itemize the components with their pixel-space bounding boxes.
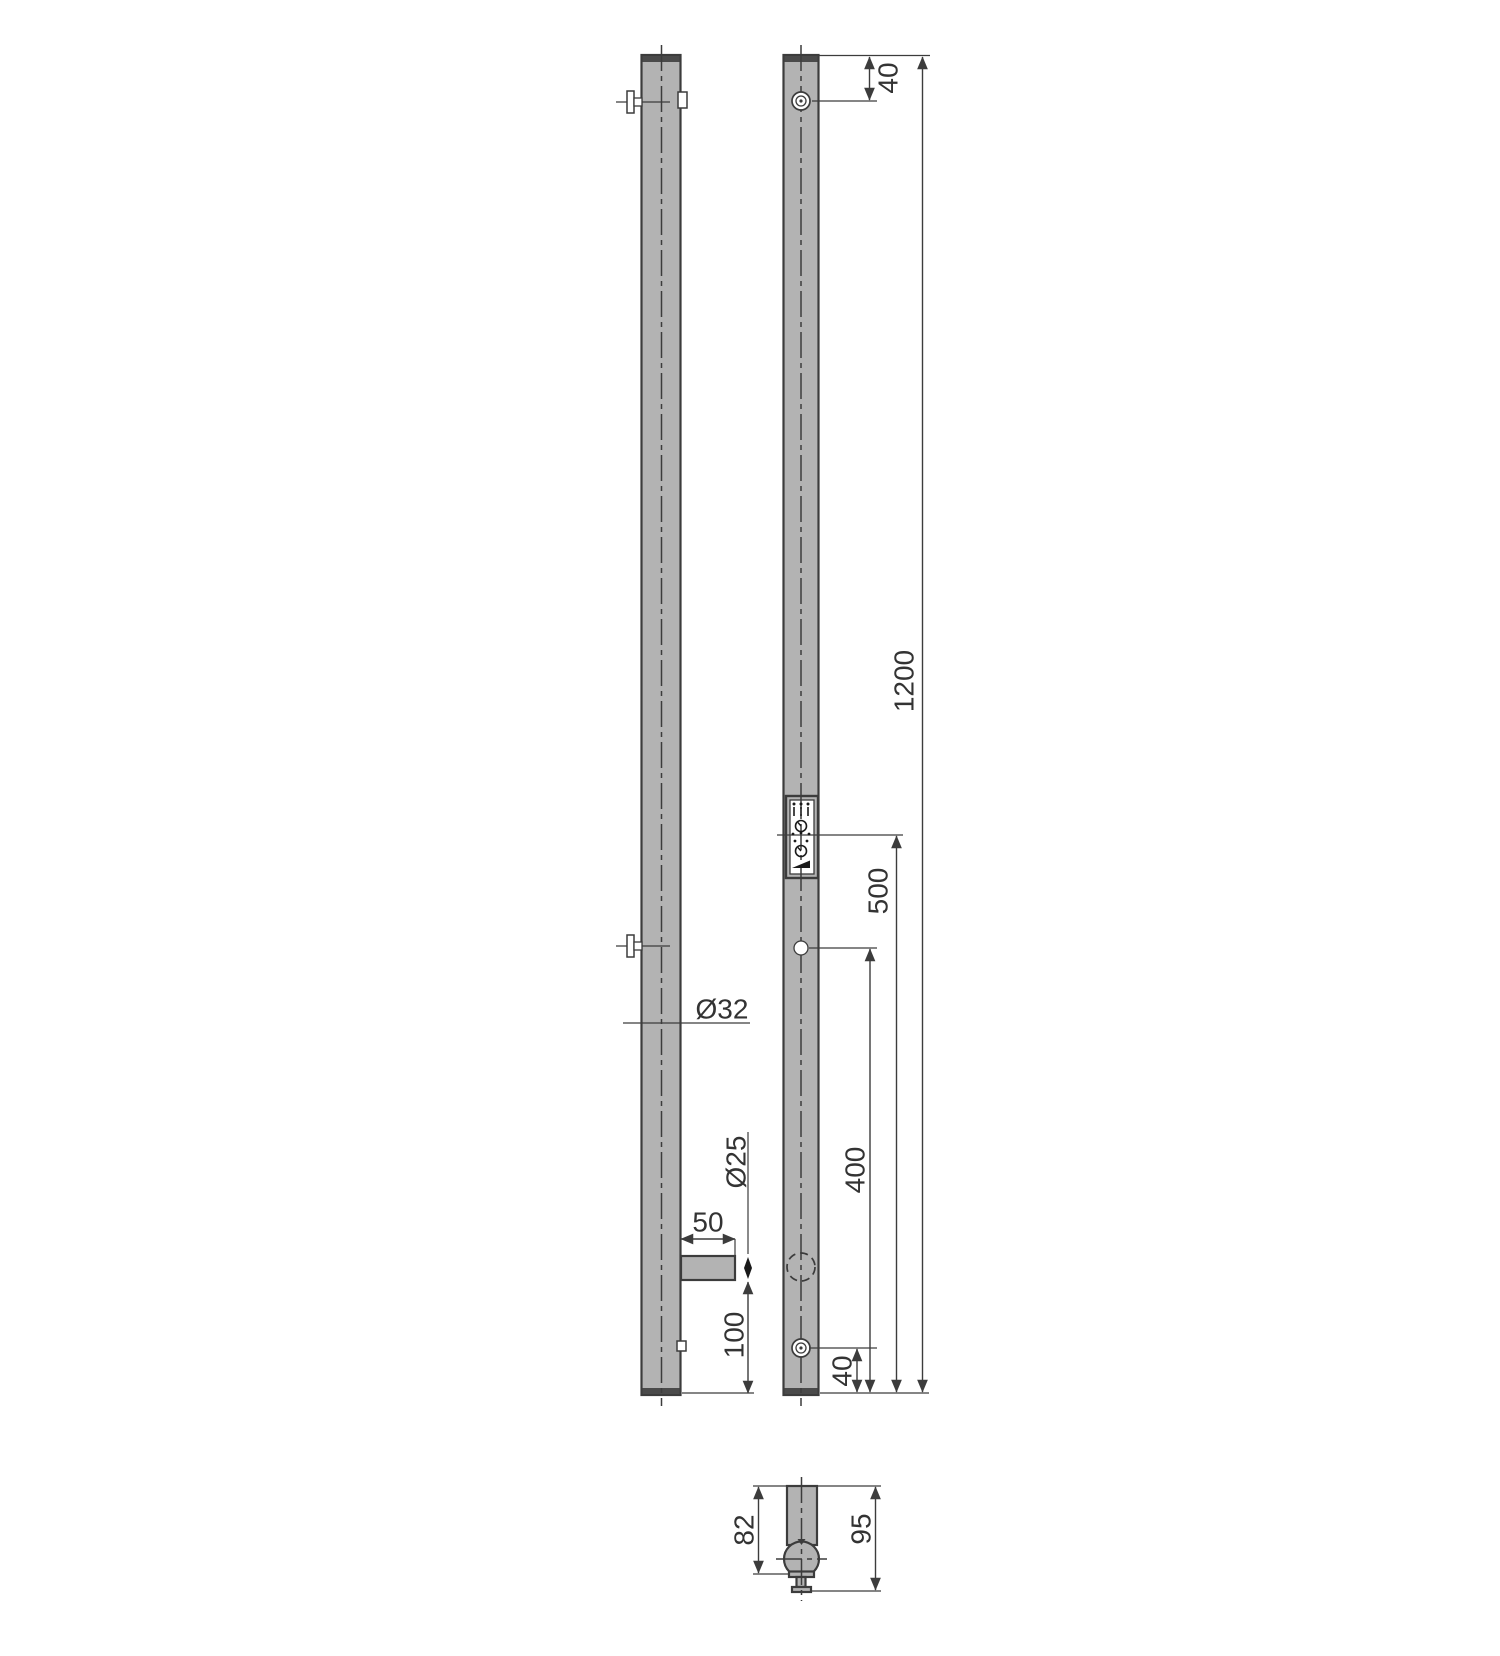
indicator-dot xyxy=(794,840,797,843)
indicator-dot xyxy=(800,832,803,835)
front-view-bottom-screw-hole xyxy=(792,1339,810,1357)
bolt-head xyxy=(627,91,634,113)
indicator-dot xyxy=(806,840,809,843)
screw-hole-center xyxy=(799,1346,802,1349)
dim-label-dia25: Ø25 xyxy=(720,1135,752,1189)
screw-hole-center xyxy=(799,99,802,102)
front-view-top-screw-hole xyxy=(792,92,810,110)
heat-bar-dot xyxy=(800,803,803,806)
side-view-top-clip xyxy=(678,92,687,108)
stub-top-arrowhead xyxy=(744,1257,752,1268)
side-view-bottom-clip xyxy=(677,1341,686,1351)
stub-bottom-arrowhead xyxy=(744,1268,752,1279)
dim-label-82: 82 xyxy=(728,1514,760,1546)
dim-label-40-bottom: 40 xyxy=(826,1355,858,1387)
side-view xyxy=(616,45,735,1406)
dim-label-1200: 1200 xyxy=(888,649,920,713)
dim-label-50: 50 xyxy=(692,1206,724,1238)
dim-label-dia32: Ø32 xyxy=(695,993,749,1025)
dim-label-100: 100 xyxy=(718,1311,750,1359)
indicator-dot xyxy=(792,833,795,836)
bolt-shaft xyxy=(634,98,642,106)
dim-label-95: 95 xyxy=(845,1513,877,1545)
bolt-head xyxy=(627,935,634,957)
bolt-shaft xyxy=(634,942,642,950)
front-view-mid-hole xyxy=(794,941,808,955)
dim-label-40-top: 40 xyxy=(872,62,904,94)
heat-bar-dot xyxy=(807,803,810,806)
heat-bar-dot xyxy=(793,803,796,806)
front-view xyxy=(784,45,819,1406)
side-outlet-stub xyxy=(681,1256,735,1280)
dim-label-500: 500 xyxy=(862,867,894,915)
dim-label-400: 400 xyxy=(839,1146,871,1194)
indicator-dot xyxy=(808,833,811,836)
top-view xyxy=(729,1477,882,1601)
